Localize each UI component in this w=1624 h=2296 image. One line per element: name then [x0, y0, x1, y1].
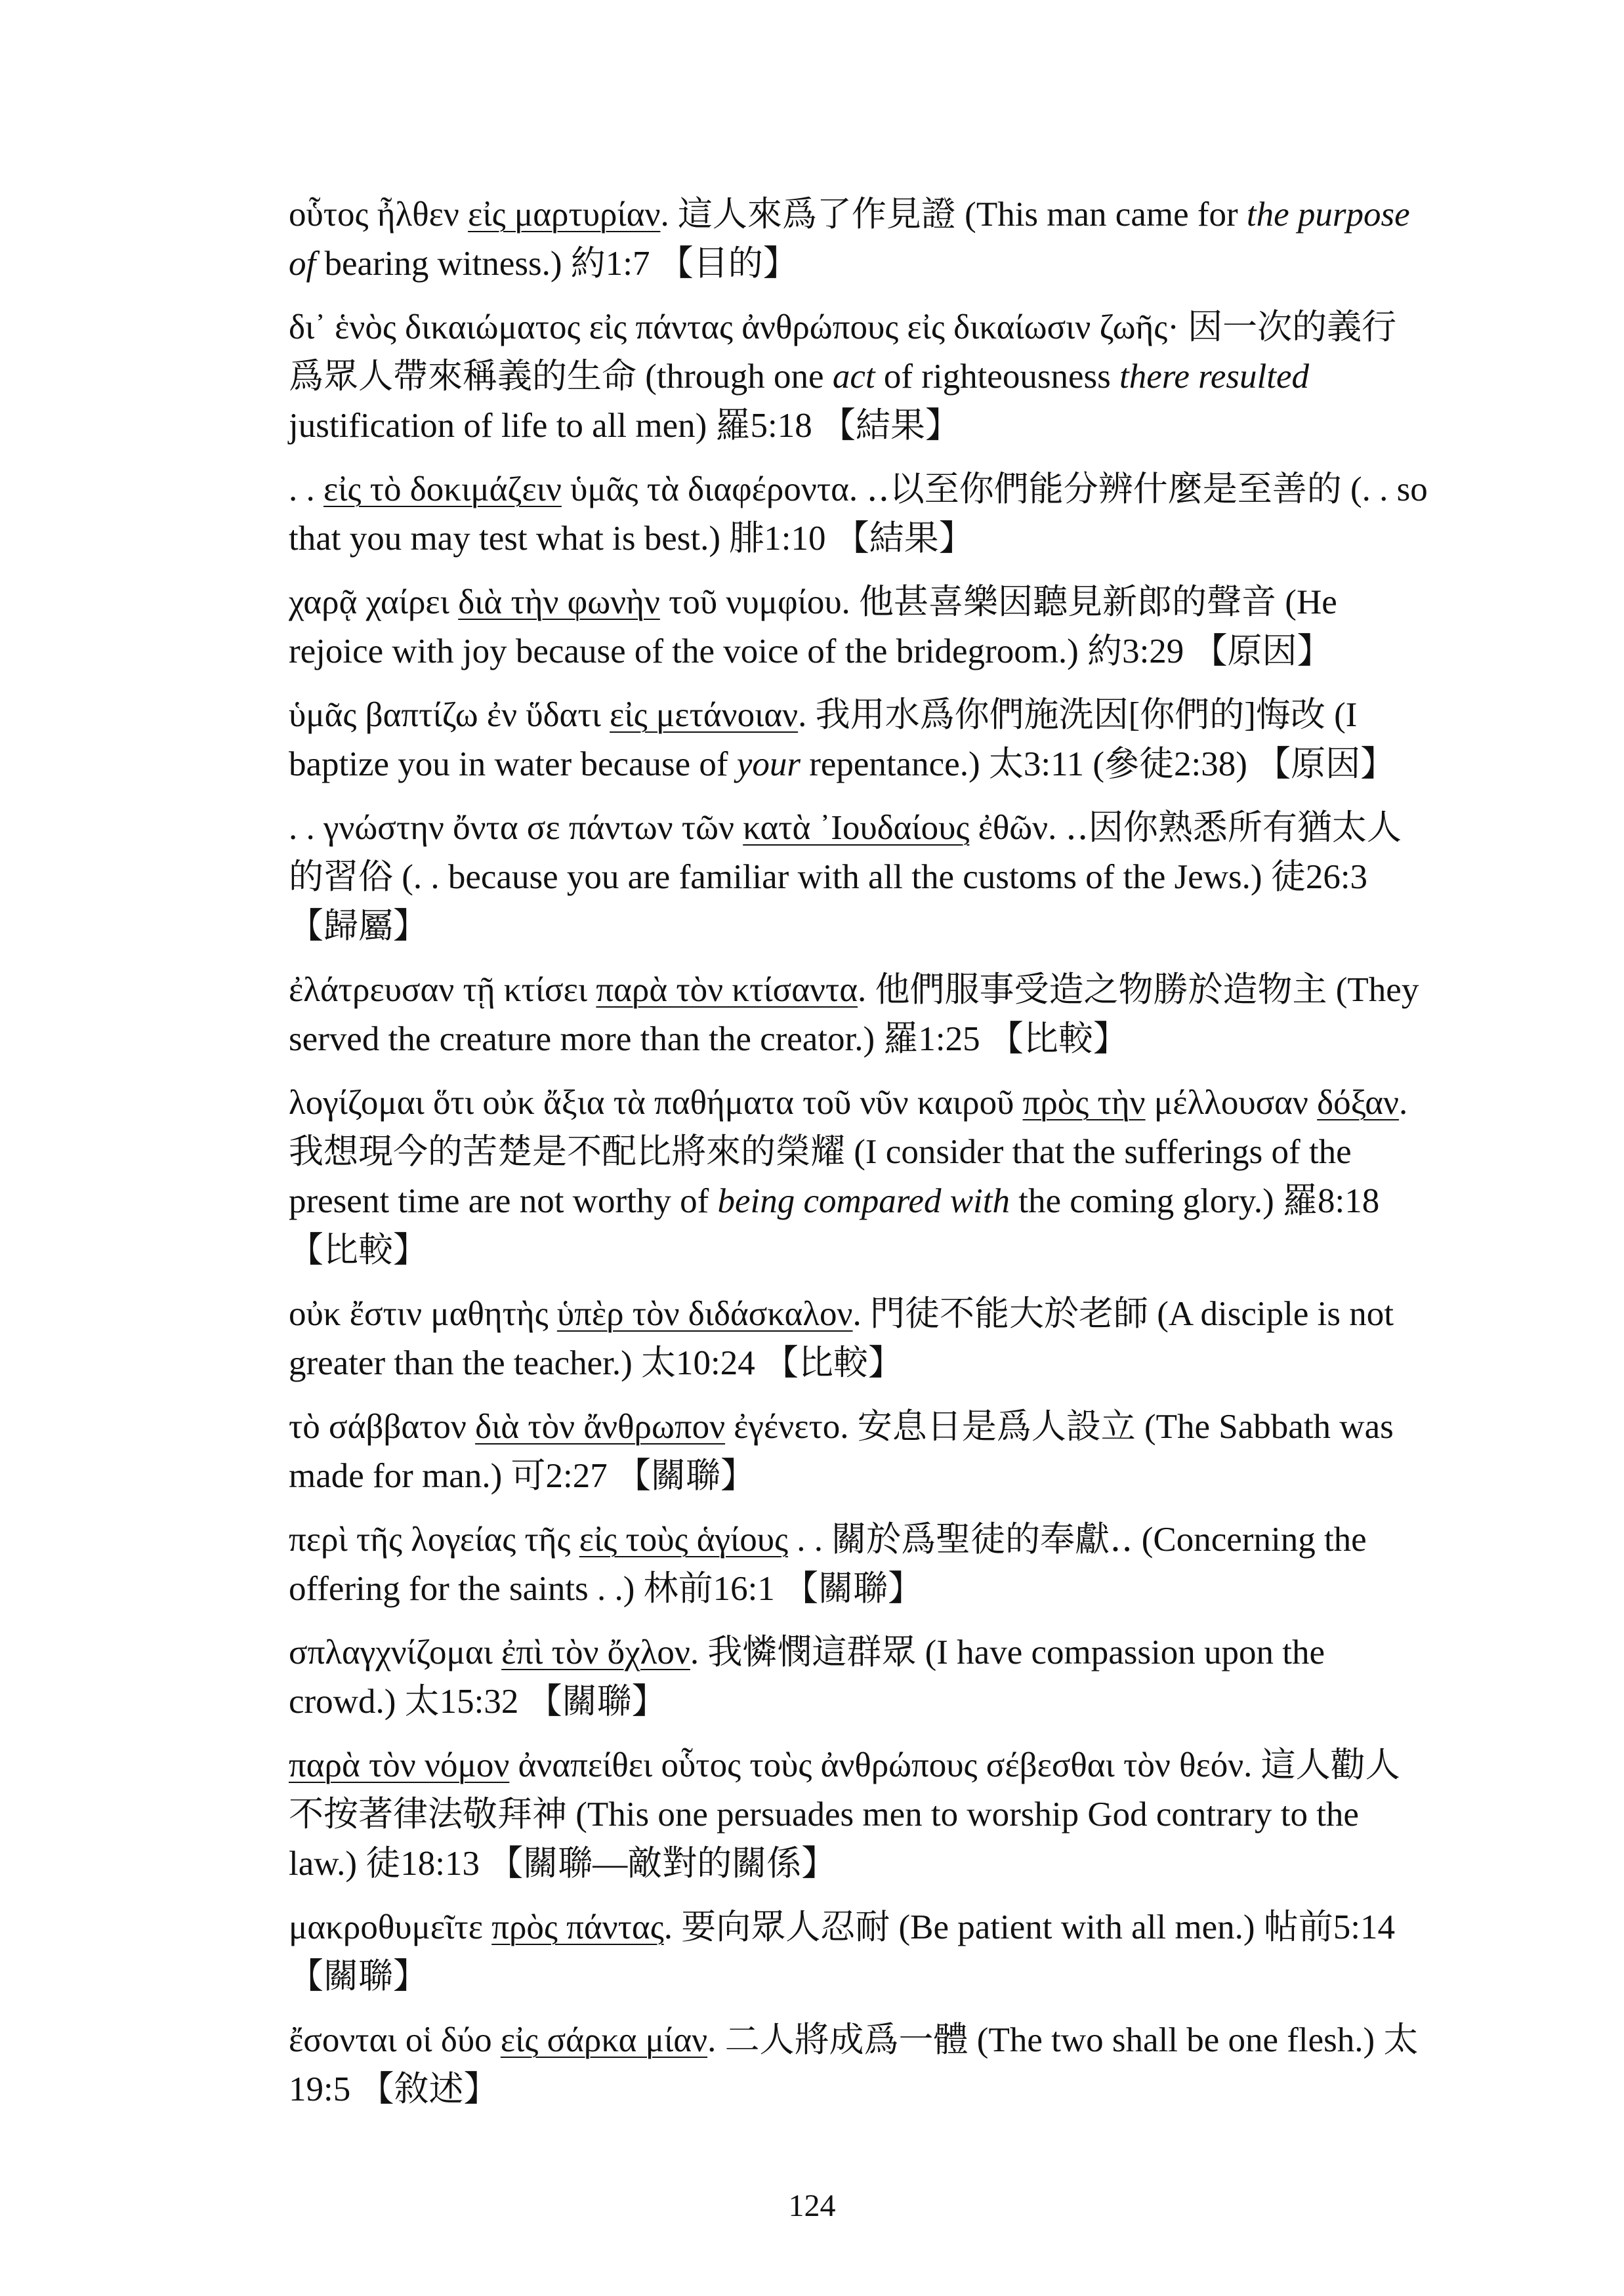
underlined-phrase: εἰς σάρκα μίαν	[500, 2021, 708, 2059]
example-entry	[289, 1903, 1430, 2001]
example-entry	[289, 1741, 1430, 1889]
entry-text: . 要向眾人忍耐 (Be patient with all men.) 帖前5:14	[663, 1908, 1396, 1946]
category-label: 【關聯】	[615, 1457, 755, 1495]
category-label: 【比較】	[764, 1344, 904, 1382]
underlined-phrase: εἰς μαρτυρίαν	[468, 195, 661, 234]
entry-text: ἐθῶν. ‥因你熟悉所有猶太人的習俗 (. . because you are familiar with all the customs of the Jews.) 徒26:3	[289, 809, 1402, 896]
example-entry	[289, 1628, 1430, 1727]
category-label: 【關聯】	[783, 1570, 923, 1608]
underlined-phrase: πρὸς τὴν	[1022, 1084, 1146, 1122]
italic-text: your	[736, 745, 801, 783]
entry-text: ἀναπείθει οὗτος τοὺς ἀνθρώπους σέβεσθαι τὸν θεόν. 這人勸人不按著律法敬拜神 (This one persuades men to worship God contrary to the law.) 徒18:13	[289, 1746, 1400, 1883]
example-entry	[289, 465, 1430, 564]
underlined-phrase: ἐπὶ τὸν ὄχλον	[501, 1633, 690, 1671]
entry-text: οὐκ ἔστιν μαθητὴς	[289, 1295, 557, 1333]
underlined-phrase: εἰς μετάνοιαν	[610, 696, 799, 734]
entry-text: of righteousness	[875, 358, 1119, 396]
entry-text: ὑμᾶς βαπτίζω ἐν ὕδατι	[289, 696, 610, 734]
example-entry	[289, 303, 1430, 451]
entry-text: . . γνώστην ὄντα σε πάντων τῶν	[289, 809, 743, 847]
entry-text: περὶ τῆς λογείας τῆς	[289, 1521, 579, 1559]
italic-text: the purpose of	[289, 195, 1410, 283]
entry-text: μέλλουσαν	[1145, 1084, 1318, 1122]
underlined-phrase: δόξαν	[1317, 1084, 1400, 1122]
underlined-phrase: παρὰ τὸν νόμον	[289, 1746, 510, 1784]
entry-text: bearing witness.) 約1:7	[316, 245, 659, 283]
entry-text: . . 關於爲聖徒的奉獻‥ (Concerning the offering for the saints . .) 林前16:1	[289, 1521, 1367, 1608]
category-label: 【目的】	[658, 245, 798, 283]
entry-text: δι᾿ ἑνὸς δικαιώματος εἰς πάντας ἀνθρώπους εἰς δικαίωσιν ζωῆς· 因一次的義行爲眾人帶來稱義的生命 (through one	[289, 308, 1397, 396]
underlined-phrase: εἰς τὸ δοκιμάζειν	[323, 470, 562, 508]
category-label: 【敘述】	[359, 2070, 499, 2108]
example-entry	[289, 691, 1430, 789]
italic-text: there resulted	[1119, 358, 1309, 396]
entry-text: . .	[289, 470, 323, 508]
entry-text: μακροθυμεῖτε	[289, 1908, 492, 1946]
example-entry	[289, 804, 1430, 951]
example-entry	[289, 1078, 1430, 1275]
entry-text: λογίζομαι ὅτι οὐκ ἄξια τὰ παθήματα τοῦ νῦν καιροῦ	[289, 1084, 1023, 1122]
category-label: 【結果】	[821, 407, 961, 445]
entry-text: τοῦ νυμφίου. 他甚喜樂因聽見新郎的聲音 (He rejoice with joy because of the voice of the bridegroom.) 約3:29	[289, 583, 1337, 670]
example-entry	[289, 190, 1430, 289]
entry-text: ἐγένετο. 安息日是爲人設立 (The Sabbath was made for man.) 可2:27	[289, 1408, 1394, 1495]
example-entry	[289, 2016, 1430, 2114]
entry-text: χαρᾷ χαίρει	[289, 583, 459, 621]
italic-text: act	[832, 358, 875, 396]
entry-text: ἐλάτρευσαν τῇ κτίσει	[289, 971, 596, 1009]
entry-text: the coming glory.) 羅8:18	[1010, 1182, 1380, 1220]
entry-text: τὸ σάββατον	[289, 1408, 476, 1446]
entry-text: ὑμᾶς τὰ διαφέροντα. ‥以至你們能分辨什麼是至善的 (. . so that you may test what is best.) 腓1:10	[289, 470, 1428, 558]
category-label: 【歸屬】	[289, 907, 428, 945]
underlined-phrase: κατὰ ᾿Ιουδαίους	[743, 809, 970, 847]
entry-text: justification of life to all men) 羅5:18	[289, 407, 822, 445]
entry-text: σπλαγχνίζομαι	[289, 1633, 502, 1671]
page-number: 124	[788, 2188, 836, 2223]
category-label: 【原因】	[1192, 632, 1332, 670]
entry-text: . 這人來爲了作見證 (This man came for	[660, 195, 1247, 234]
example-entry	[289, 966, 1430, 1064]
underlined-phrase: διὰ τὴν φωνὴν	[458, 583, 660, 621]
underlined-phrase: εἰς τοὺς ἁγίους	[579, 1521, 788, 1559]
underlined-phrase: παρὰ τὸν κτίσαντα	[596, 971, 858, 1009]
underlined-phrase: ὑπὲρ τὸν διδάσκαλον	[556, 1295, 853, 1333]
entry-text: repentance.) 太3:11 (參徒2:38)	[800, 745, 1257, 783]
entry-text: . 我憐憫這群眾 (I have compassion upon the crowd.) 太15:32	[289, 1633, 1325, 1721]
italic-text: being compared with	[717, 1182, 1010, 1220]
category-label: 【結果】	[834, 520, 974, 558]
entry-text: οὗτος ἦλθεν	[289, 195, 468, 234]
entry-text: . 我想現今的苦楚是不配比將來的榮耀 (I consider that the sufferings of the present time are not worthy of	[289, 1084, 1408, 1220]
entry-text: . 我用水爲你們施洗因[你們的]悔改 (I baptize you in water because of	[289, 696, 1358, 783]
category-label: 【關聯】	[289, 1958, 428, 1996]
example-entry	[289, 1515, 1430, 1614]
entry-text: . 二人將成爲一體 (The two shall be one flesh.) 太19:5	[289, 2021, 1419, 2108]
entry-text: . 他們服事受造之物勝於造物主 (They served the creature more than the creator.) 羅1:25	[289, 971, 1419, 1058]
entry-text: ἔσονται οἱ δύο	[289, 2021, 501, 2059]
underlined-phrase: πρὸς πάντας	[491, 1908, 664, 1946]
example-entry	[289, 578, 1430, 676]
example-entry	[289, 1290, 1430, 1388]
category-label: 【比較】	[289, 1231, 428, 1269]
category-label: 【關聯—敵對的關係】	[488, 1845, 837, 1883]
entry-text: . 門徒不能大於老師 (A disciple is not greater than the teacher.) 太10:24	[289, 1295, 1394, 1382]
category-label: 【關聯】	[527, 1683, 667, 1721]
category-label: 【比較】	[988, 1020, 1128, 1058]
page-body	[289, 190, 1430, 2129]
category-label: 【原因】	[1256, 745, 1396, 783]
example-entry	[289, 1403, 1430, 1501]
underlined-phrase: διὰ τὸν ἄνθρωπον	[475, 1408, 726, 1446]
